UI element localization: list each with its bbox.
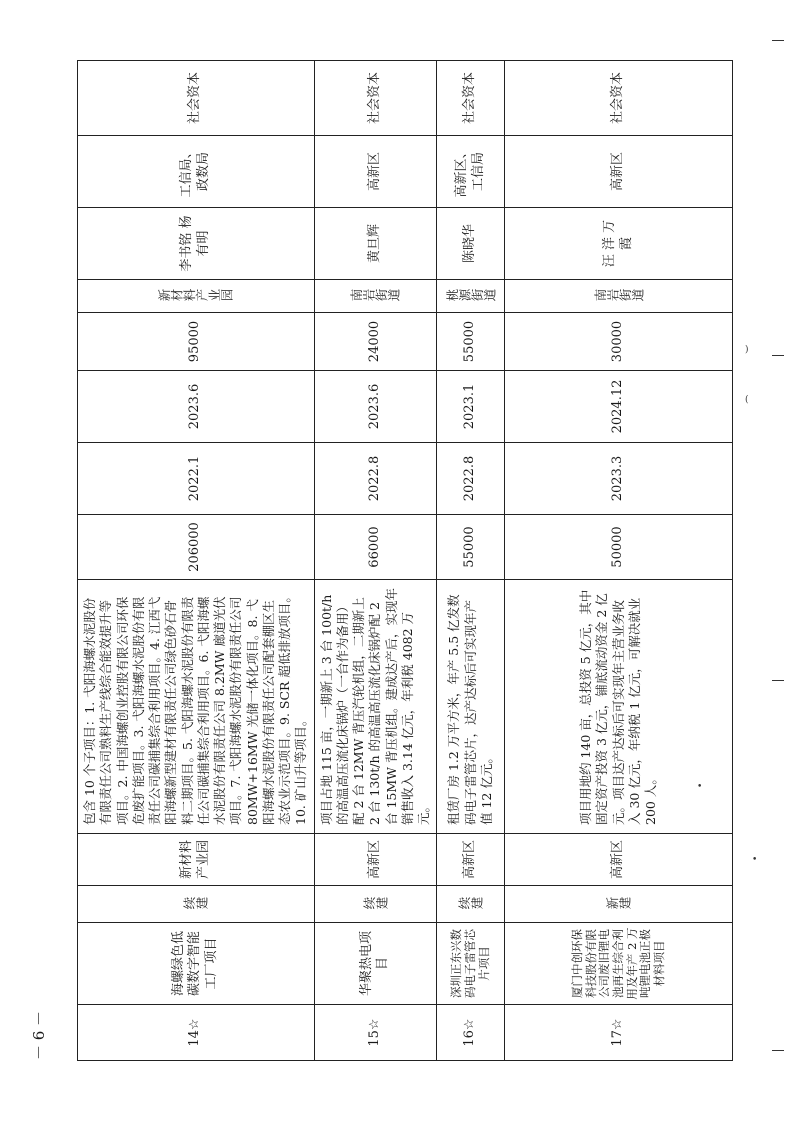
page-number [29,1005,49,1065]
margin-dash [772,355,784,356]
table-row [314,61,437,1061]
scan-speck: • [697,782,703,792]
build-type-cell: 新建 [505,886,733,923]
table-row [437,61,505,1061]
annual-amount-cell: 30000 [505,313,733,371]
dept-cell: 工信局、政数局 [78,136,315,208]
project-table [77,60,733,1061]
end-date-cell: 2024.12 [505,371,733,443]
seq-cell: 14☆ [78,1005,315,1061]
dept-cell: 高新区、工信局 [437,136,505,208]
table-row [78,61,315,1061]
margin-dash [772,40,784,41]
leader-cell: 黄旦辉 [314,208,437,280]
location-cell: 高新区 [505,834,733,886]
end-date-cell: 2023.6 [78,371,315,443]
funding-cell: 社会资本 [314,61,437,136]
annual-amount-cell: 95000 [78,313,315,371]
end-date-cell: 2023.1 [437,371,505,443]
seq-cell: 17☆ [505,1005,733,1061]
funding-cell: 社会资本 [78,61,315,136]
start-date-cell: 2022.1 [78,443,315,515]
street-cell: 南岩街道 [505,280,733,313]
rotated-table-wrapper [77,61,711,1061]
scan-speck: ) [745,345,749,355]
margin-dash [772,680,784,681]
investment-cell: 66000 [314,515,437,580]
funding-cell: 社会资本 [437,61,505,136]
table-row [505,61,733,1061]
project-name-cell: 华聚热电项目 [314,923,437,1005]
seq-cell: 15☆ [314,1005,437,1061]
build-type-cell: 续建 [437,886,505,923]
funding-cell: 社会资本 [505,61,733,136]
margin-dash [772,1050,784,1051]
dept-cell: 高新区 [314,136,437,208]
start-date-cell: 2023.3 [505,443,733,515]
project-name-cell: 海螺绿色低碳数字智能工厂项目 [78,923,315,1005]
location-cell: 高新区 [437,834,505,886]
seq-cell: 16☆ [437,1005,505,1061]
annual-amount-cell: 55000 [437,313,505,371]
page-number-text: － 6 － [30,1010,49,1060]
street-cell: 南岩街道 [314,280,437,313]
location-cell: 高新区 [314,834,437,886]
scan-speck: • [752,855,758,865]
leader-cell: 汪 洋 万 霞 [505,208,733,280]
content-cell: 包含 10 个子项目：1. 弋阳海螺水泥股份有限责任公司熟料生产线综合能效提升等项目。2. 中国海螺创业控股有限公司环保危废扩能项目。3. 弋阳海螺水泥股份有限责任公司碳捕集综合利用项目。4. 江西弋阳海螺新型建材有限责任公司绿色砂石骨料二期项目。5. 弋阳海螺水泥股份有限责任公司碳捕集综合利用项目。6. 弋阳海螺水泥股份有限责任公司 8.2MW 廊道光伏项目。7. 弋阳海螺水泥股份有限责任公司 80MW+16MW 光储一体化项目。8. 弋阳海螺水泥股份有限责任公司配套棚区生态农业示范项目。9. SCR 超低排放项目。10. 矿山升等项目。 [78,580,315,834]
scan-speck: ( [745,395,749,405]
start-date-cell: 2022.8 [314,443,437,515]
build-type-cell: 续建 [78,886,315,923]
start-date-cell: 2022.8 [437,443,505,515]
leader-cell: 陈晓华 [437,208,505,280]
leader-cell: 李书铭 杨有明 [78,208,315,280]
project-name-cell: 厦门中创环保科技股份有限公司废旧锂电池再生综合利用及年产 2 万吨锂电池正极材料项目 [505,923,733,1005]
content-cell: 项目占地 115 亩，一期新上 3 台 100t/h 的高温高压流化床锅炉（一台作为备用）配 2 台 12MW 背压汽轮机组，二期新上 2 台 130t/h 的高温高压流化床锅炉配 2 台 15MW 背压机组。建成达产后，实现年销售收入 3.14 亿元，年利税 4082 万元。 [314,580,437,834]
investment-cell: 55000 [437,515,505,580]
investment-cell: 50000 [505,515,733,580]
annual-amount-cell: 24000 [314,313,437,371]
content-cell: 项目用地约 140 亩，总投资 5 亿元，其中固定资产投资 3 亿元，铺底流动资金 2 亿元。项目达产达标后可实现年主营业务收入 30 亿元，年纳税 1 亿元，可解决就业 200 人。 [505,580,733,834]
street-cell: 桃源街道 [437,280,505,313]
content-cell: 租赁厂房 1.2 万平方米，年产 5.5 亿发数码电子雷管芯片，达产达标后可实现年产值 12 亿元。 [437,580,505,834]
build-type-cell: 续建 [314,886,437,923]
end-date-cell: 2023.6 [314,371,437,443]
project-name-cell: 深圳正东兴数码电子雷管芯片项目 [437,923,505,1005]
investment-cell: 206000 [78,515,315,580]
dept-cell: 高新区 [505,136,733,208]
location-cell: 新材料产业园 [78,834,315,886]
street-cell: 新材料产业园 [78,280,315,313]
